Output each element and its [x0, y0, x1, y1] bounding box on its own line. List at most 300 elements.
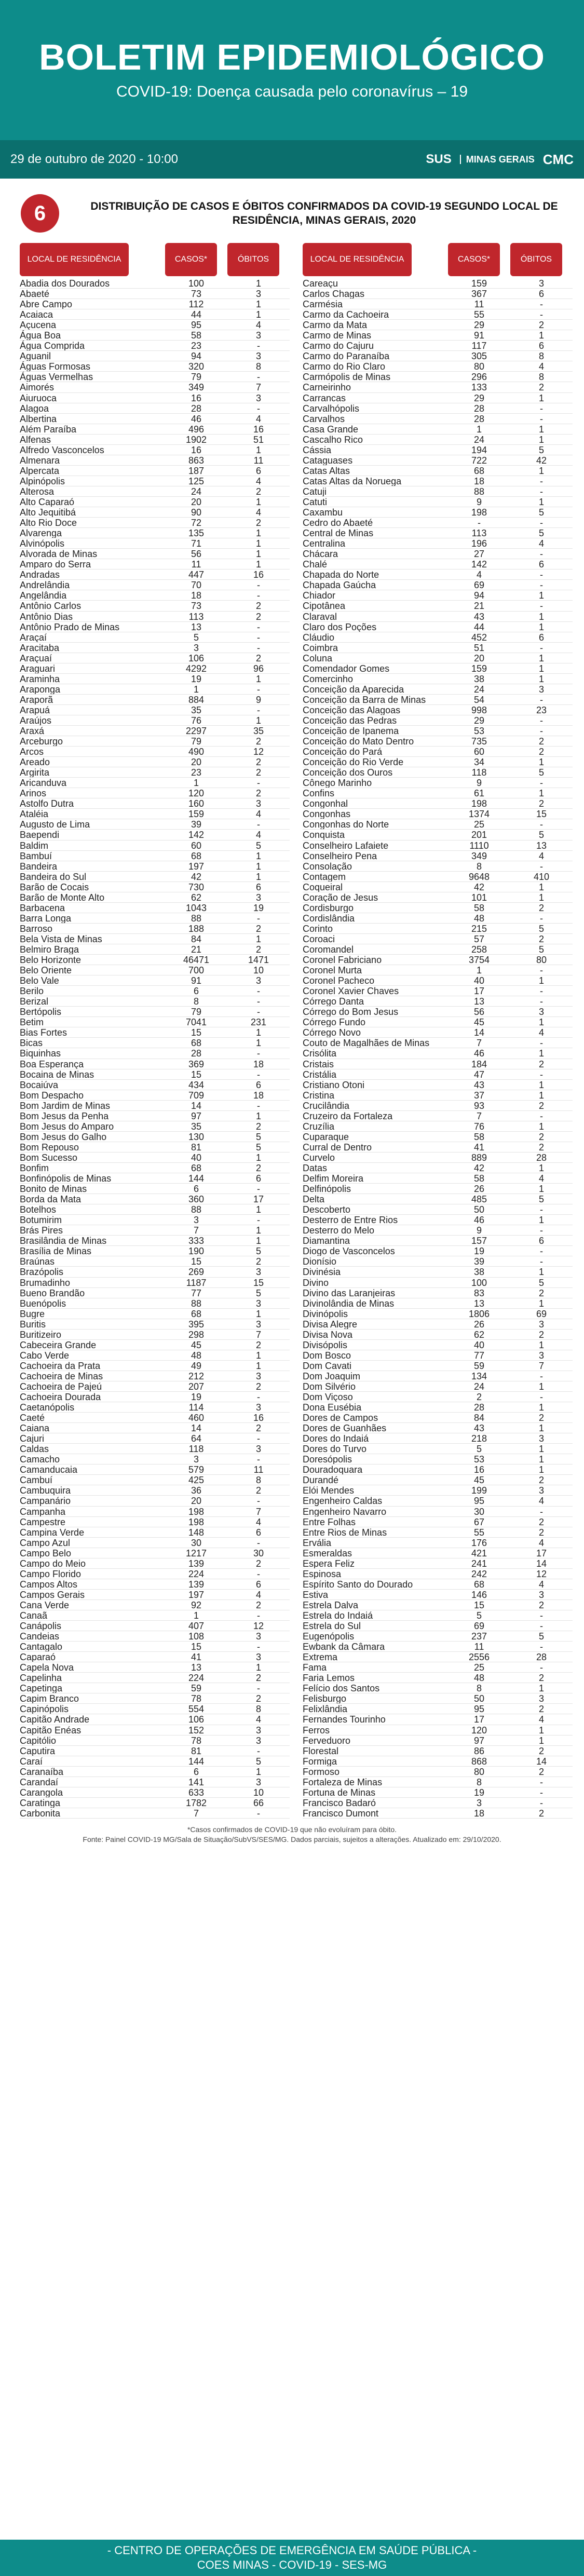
municipality-name: Durandé: [303, 1475, 339, 1485]
table-row: [20, 1038, 290, 1048]
municipality-name: Couto de Magalhães de Minas: [303, 1038, 430, 1048]
table-row: [303, 289, 573, 299]
table-row: [303, 788, 573, 798]
cases-value: 28: [191, 403, 202, 414]
cases-value: 159: [471, 278, 487, 289]
deaths-value: 1: [255, 549, 261, 560]
municipality-name: Alvorada de Minas: [20, 549, 98, 559]
municipality-name: Alfenas: [20, 434, 51, 444]
cases-value: 77: [191, 1287, 202, 1298]
table-row: [303, 1652, 573, 1662]
table-row: [20, 643, 290, 653]
municipality-name: Araújos: [20, 715, 52, 726]
deaths-value: -: [257, 1069, 260, 1080]
deaths-value: 1471: [248, 955, 269, 966]
cases-value: 28: [473, 403, 485, 414]
deaths-value: -: [540, 694, 543, 705]
municipality-name: Consolação: [303, 861, 352, 871]
table-row: [303, 1767, 573, 1777]
municipality-name: Acaiaca: [20, 309, 53, 320]
deaths-value: -: [257, 1808, 260, 1819]
municipality-name: Divisa Nova: [303, 1329, 353, 1339]
cases-value: 95: [473, 1496, 485, 1507]
municipality-name: Conceição do Mato Dentro: [303, 736, 414, 747]
deaths-value: -: [540, 299, 543, 310]
table-row: [303, 1215, 573, 1225]
table-row: [303, 747, 573, 757]
cases-value: 9: [476, 1225, 482, 1236]
table-row: [303, 580, 573, 590]
deaths-value: 8: [538, 351, 544, 362]
municipality-name: Barão de Monte Alto: [20, 892, 105, 902]
deaths-value: 1: [255, 299, 261, 310]
municipality-name: Conceição da Barra de Minas: [303, 694, 426, 704]
section-head: [0, 179, 584, 238]
municipality-name: Água Comprida: [20, 341, 85, 351]
municipality-name: Cachoeira de Pajeú: [20, 1381, 102, 1392]
table-row: [303, 1579, 573, 1590]
deaths-value: 2: [538, 1100, 544, 1111]
table-row: [303, 1517, 573, 1527]
cases-value: 141: [188, 1777, 205, 1787]
municipality-name: Central de Minas: [303, 528, 374, 538]
cases-value: 1: [193, 684, 199, 695]
deaths-value: 1: [538, 465, 544, 476]
deaths-value: -: [257, 1610, 260, 1621]
table-row: [20, 393, 290, 403]
municipality-name: Angelândia: [20, 590, 67, 601]
deaths-value: 4: [538, 1537, 544, 1548]
cases-value: 395: [188, 1319, 205, 1330]
table-row: [20, 695, 290, 705]
municipality-name: Datas: [303, 1162, 328, 1173]
deaths-value: -: [540, 1392, 543, 1403]
municipality-name: Capinópolis: [20, 1704, 69, 1714]
municipality-name: Água Boa: [20, 330, 61, 341]
table-row: [303, 538, 573, 549]
logos: [426, 152, 574, 168]
cases-value: 212: [188, 1371, 205, 1381]
deaths-value: 69: [536, 1308, 547, 1319]
deaths-value: -: [257, 996, 260, 1007]
deaths-value: 1: [538, 1454, 544, 1465]
cases-value: 28: [473, 1402, 485, 1413]
municipality-name: Antônio Prado de Minas: [20, 621, 120, 632]
cases-value: 114: [188, 1402, 204, 1413]
cases-value: 60: [473, 747, 485, 757]
municipality-name: Conceição da Aparecida: [303, 684, 404, 694]
table-row: [303, 1746, 573, 1756]
deaths-value: 3: [538, 1589, 544, 1600]
deaths-value: 1: [255, 1204, 261, 1215]
deaths-value: 2: [538, 1516, 544, 1527]
municipality-name: Astolfo Dutra: [20, 798, 74, 809]
deaths-value: 1: [255, 496, 261, 507]
deaths-value: 7: [255, 1329, 261, 1340]
deaths-value: 3: [255, 1371, 261, 1381]
deaths-value: 1: [255, 1236, 261, 1246]
deaths-value: 3: [538, 1007, 544, 1018]
municipality-name: Córrego do Bom Jesus: [303, 1007, 399, 1017]
deaths-value: -: [257, 1568, 260, 1579]
header-residence: LOCAL DE RESIDÊNCIA: [20, 243, 129, 276]
municipality-name: Campo Azul: [20, 1537, 71, 1548]
table-row: [20, 1600, 290, 1610]
table-row: [303, 1433, 573, 1444]
deaths-value: 4: [538, 1714, 544, 1725]
deaths-value: 2: [538, 1329, 544, 1340]
table-row: [20, 424, 290, 435]
cases-value: 367: [471, 289, 487, 300]
municipality-name: Corinto: [303, 923, 333, 933]
cases-value: 68: [473, 465, 485, 476]
deaths-value: 1: [538, 882, 544, 892]
deaths-value: 5: [538, 830, 544, 840]
deaths-value: 4: [538, 538, 544, 549]
deaths-value: -: [540, 486, 543, 497]
deaths-value: 15: [536, 809, 547, 820]
table-row: [303, 1027, 573, 1038]
municipality-name: Campanário: [20, 1496, 71, 1506]
cases-value: 54: [473, 694, 485, 705]
table-row: [303, 1485, 573, 1496]
deaths-value: -: [257, 1215, 260, 1226]
cases-value: 81: [191, 1142, 202, 1153]
table-row: [303, 1642, 573, 1652]
deaths-value: 3: [255, 975, 261, 986]
cases-value: 188: [188, 923, 205, 934]
cases-value: 19: [473, 1246, 485, 1257]
table-row: [20, 1288, 290, 1298]
municipality-name: Bambuí: [20, 850, 52, 861]
table-row: [303, 1204, 573, 1215]
table-row: [303, 612, 573, 622]
cases-value: 72: [191, 518, 202, 528]
cases-value: 38: [473, 1267, 485, 1278]
municipality-name: Fortuna de Minas: [303, 1787, 376, 1797]
cases-value: 4292: [185, 663, 207, 674]
table-row: [303, 1381, 573, 1392]
municipality-name: Centralina: [303, 538, 346, 549]
cases-value: -: [478, 518, 481, 528]
cases-value: 77: [473, 1350, 485, 1361]
municipality-name: Francisco Dumont: [303, 1808, 379, 1818]
cases-value: 8: [193, 996, 199, 1007]
table-row: [303, 913, 573, 924]
deaths-value: -: [540, 819, 543, 830]
table-row: [20, 1756, 290, 1767]
municipality-name: Carmópolis de Minas: [303, 372, 391, 382]
deaths-value: -: [540, 601, 543, 612]
deaths-value: 1: [255, 1110, 261, 1121]
table-row: [20, 767, 290, 778]
municipality-name: Coromandel: [303, 944, 354, 955]
municipality-name: Contagem: [303, 871, 346, 882]
deaths-value: 2: [538, 1599, 544, 1610]
cases-value: 7041: [185, 1017, 207, 1028]
table-row: [303, 1288, 573, 1298]
cases-value: 13: [191, 1662, 202, 1673]
cases-value: 157: [471, 1236, 487, 1246]
table-row: [20, 1496, 290, 1506]
table-row: [20, 1319, 290, 1330]
municipality-name: Cônego Marinho: [303, 778, 372, 788]
cases-value: 95: [473, 1704, 485, 1715]
municipality-name: Arceburgo: [20, 736, 63, 747]
deaths-value: -: [540, 1662, 543, 1673]
municipality-name: Araporã: [20, 694, 53, 704]
table-row: [303, 1340, 573, 1350]
header-deaths: ÓBITOS: [227, 243, 279, 276]
municipality-name: Capitão Andrade: [20, 1714, 90, 1725]
cases-value: 79: [191, 736, 202, 747]
table-row: [20, 934, 290, 944]
deaths-value: 3: [538, 1350, 544, 1361]
cases-value: 4: [476, 570, 482, 580]
deaths-value: 1: [538, 1215, 544, 1226]
table-row: [303, 1538, 573, 1548]
municipality-name: Careaçu: [303, 278, 338, 289]
table-row: [303, 393, 573, 403]
municipality-name: Córrego Fundo: [303, 1017, 366, 1027]
cases-value: 447: [188, 570, 205, 580]
municipality-name: Eugenópolis: [303, 1631, 355, 1642]
notes: [0, 1825, 584, 1845]
cases-value: 80: [473, 1766, 485, 1777]
deaths-value: 1: [255, 673, 261, 684]
cases-value: 26: [473, 1184, 485, 1195]
municipality-name: Carneirinho: [303, 382, 351, 392]
table-row: [20, 1111, 290, 1121]
municipality-name: Bertópolis: [20, 1007, 62, 1017]
cases-value: 3754: [468, 955, 490, 966]
deaths-value: 12: [253, 747, 264, 757]
deaths-value: 6: [538, 632, 544, 643]
deaths-value: -: [257, 372, 260, 383]
cases-value: 9648: [468, 871, 490, 882]
deaths-value: 3: [538, 1433, 544, 1444]
table-row: [20, 1569, 290, 1579]
cases-value: 90: [191, 507, 202, 518]
table-row: [20, 1361, 290, 1371]
cases-value: 51: [473, 642, 485, 653]
table-row: [303, 435, 573, 445]
municipality-name: Araminha: [20, 673, 60, 684]
cases-value: 1043: [185, 902, 207, 913]
cases-value: 125: [188, 476, 205, 486]
deaths-value: 2: [255, 1121, 261, 1132]
table-row: [20, 1767, 290, 1777]
cases-value: 118: [471, 767, 487, 778]
deaths-value: 2: [255, 767, 261, 778]
municipality-name: Alto Rio Doce: [20, 518, 77, 528]
table-row: [20, 1142, 290, 1153]
table-row: [303, 643, 573, 653]
municipality-name: Bonfinópolis de Minas: [20, 1173, 112, 1184]
deaths-value: -: [257, 778, 260, 789]
municipality-name: Conselheiro Lafaiete: [303, 840, 389, 850]
table-row: [303, 1736, 573, 1746]
municipality-name: Carmo da Cachoeira: [303, 309, 389, 320]
deaths-value: 8: [255, 361, 261, 372]
table-row: [20, 601, 290, 611]
deaths-value: 1: [255, 1225, 261, 1236]
cases-value: 360: [188, 1194, 205, 1205]
cases-value: 6: [193, 1184, 199, 1195]
table-row: [20, 1173, 290, 1184]
municipality-name: Campo do Meio: [20, 1558, 86, 1568]
deaths-value: 1: [538, 1162, 544, 1173]
deaths-value: 11: [253, 455, 264, 466]
cases-value: 25: [473, 819, 485, 830]
municipality-name: Cristais: [303, 1059, 334, 1069]
table-row: [20, 747, 290, 757]
municipality-name: Borda da Mata: [20, 1194, 82, 1204]
cases-value: 207: [188, 1381, 205, 1392]
deaths-value: 2: [255, 923, 261, 934]
footer-line1: - CENTRO DE OPERAÇÕES DE EMERGÊNCIA EM SAÚDE PÚBLICA -: [107, 2544, 477, 2557]
table-row: [303, 934, 573, 944]
table-row: [20, 1558, 290, 1569]
municipality-name: Camanducaia: [20, 1465, 78, 1475]
cases-value: 176: [471, 1537, 487, 1548]
deaths-value: 6: [255, 465, 261, 476]
deaths-value: -: [257, 704, 260, 715]
deaths-value: 410: [533, 871, 550, 882]
municipality-name: Araxá: [20, 726, 45, 736]
municipality-name: Belmiro Braga: [20, 944, 79, 955]
municipality-name: Bom Jesus do Amparo: [20, 1121, 114, 1131]
cases-value: 14: [191, 1423, 202, 1434]
cases-value: 18: [473, 476, 485, 486]
municipality-name: Fama: [303, 1662, 327, 1673]
cases-value: 79: [191, 1007, 202, 1018]
table-row: [20, 1184, 290, 1194]
cases-value: 46: [473, 1048, 485, 1059]
table-row: [20, 1475, 290, 1485]
deaths-value: -: [540, 1038, 543, 1049]
cases-value: 29: [473, 320, 485, 331]
cases-value: 11: [474, 1642, 484, 1652]
municipality-name: Bonito de Minas: [20, 1184, 87, 1194]
deaths-value: 3: [255, 351, 261, 362]
cases-value: 13: [191, 621, 202, 632]
deaths-value: -: [257, 632, 260, 643]
municipality-name: Estrela do Sul: [303, 1621, 361, 1631]
deaths-value: 2: [255, 1599, 261, 1610]
table-row: [20, 684, 290, 695]
municipality-name: Comercinho: [303, 673, 354, 684]
cases-value: 47: [473, 1069, 485, 1080]
deaths-value: 8: [255, 1704, 261, 1715]
table-row: [20, 1298, 290, 1309]
header-deaths: ÓBITOS: [510, 243, 562, 276]
table-row: [303, 1402, 573, 1413]
cases-value: 43: [473, 1079, 485, 1090]
table-row: [20, 1548, 290, 1558]
municipality-name: Dom Silvério: [303, 1381, 356, 1392]
deaths-value: 30: [253, 1548, 264, 1558]
cases-value: 8: [476, 1683, 482, 1694]
municipality-name: Ferros: [303, 1725, 330, 1735]
municipality-name: Abaeté: [20, 289, 50, 299]
deaths-value: 2: [538, 798, 544, 809]
deaths-value: 2: [255, 1256, 261, 1267]
table-row: [20, 361, 290, 372]
municipality-name: Bandeira do Sul: [20, 871, 87, 882]
cases-value: 407: [188, 1621, 205, 1632]
deaths-value: 231: [250, 1017, 267, 1028]
deaths-value: 42: [536, 455, 547, 466]
table-row: [20, 903, 290, 913]
table-row: [20, 1777, 290, 1787]
deaths-value: 1: [255, 559, 261, 570]
deaths-value: 3: [255, 392, 261, 403]
table-row: [303, 299, 573, 309]
table-row: [303, 1194, 573, 1204]
cases-value: 70: [191, 580, 202, 591]
deaths-value: 1: [255, 1766, 261, 1777]
cases-value: 224: [188, 1673, 205, 1684]
municipality-name: Aricanduva: [20, 778, 67, 788]
table-row: [303, 1121, 573, 1132]
deaths-value: 1: [538, 1184, 544, 1195]
table-row: [20, 1381, 290, 1392]
cases-value: 34: [473, 757, 485, 768]
table-row: [303, 1236, 573, 1246]
table-row: [303, 1787, 573, 1798]
municipality-name: Dom Cavati: [303, 1360, 352, 1371]
cases-value: 11: [474, 299, 484, 310]
bulletin-subtitle: COVID-19: Doença causada pelo coronavírus – 19: [116, 83, 468, 100]
cases-value: 5: [476, 1610, 482, 1621]
municipality-name: Coronel Xavier Chaves: [303, 986, 399, 996]
cases-value: 56: [191, 549, 202, 560]
deaths-value: 5: [538, 528, 544, 539]
table-row: [303, 1683, 573, 1693]
table-row: [303, 955, 573, 965]
deaths-value: -: [257, 621, 260, 632]
municipality-name: Chácara: [303, 549, 338, 559]
municipality-name: Barão de Cocais: [20, 882, 89, 892]
table-row: [20, 622, 290, 632]
deaths-value: 2: [538, 1673, 544, 1684]
deaths-value: -: [540, 1225, 543, 1236]
table-row: [20, 590, 290, 601]
deaths-value: 4: [255, 809, 261, 820]
municipality-name: Campos Gerais: [20, 1589, 85, 1599]
deaths-value: 1: [255, 278, 261, 289]
deaths-value: -: [540, 726, 543, 737]
municipality-name: Buenópolis: [20, 1298, 66, 1308]
deaths-value: 4: [538, 1173, 544, 1184]
municipality-name: Chapada do Norte: [303, 570, 379, 580]
table-row: [20, 476, 290, 486]
municipality-name: Andrelândia: [20, 580, 70, 590]
cases-value: 100: [188, 278, 205, 289]
table-row: [303, 1558, 573, 1569]
municipality-name: Alfredo Vasconcelos: [20, 444, 104, 455]
table-row: [303, 1673, 573, 1683]
municipality-name: Carrancas: [303, 392, 346, 403]
deaths-value: -: [257, 1392, 260, 1403]
deaths-value: 1: [538, 1423, 544, 1434]
cases-value: 7: [476, 1038, 482, 1049]
cases-value: 1806: [468, 1308, 490, 1319]
table-row: [20, 1101, 290, 1111]
cases-value: 30: [191, 1537, 202, 1548]
table-row: [20, 944, 290, 955]
